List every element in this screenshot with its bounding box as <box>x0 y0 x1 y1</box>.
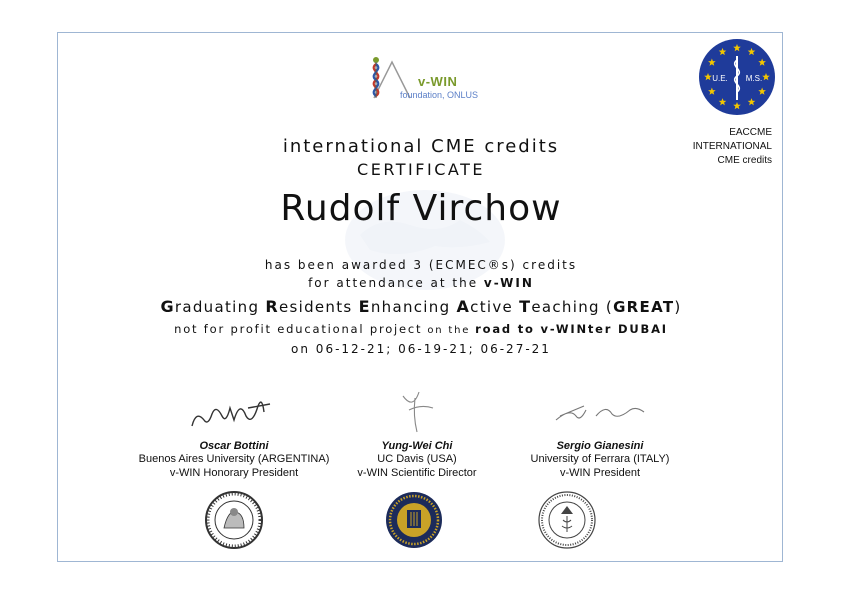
program-word: raduating <box>174 298 266 316</box>
program-acronym: GREAT <box>613 298 675 316</box>
seal-text-left: U.E. <box>712 74 728 83</box>
program-initial: A <box>456 297 471 316</box>
signatory-block <box>134 386 334 480</box>
program-word: eaching <box>531 298 606 316</box>
program-initial: T <box>519 297 532 316</box>
attendance-program: v-WIN <box>483 276 534 290</box>
recipient-name: Rudolf Virchow <box>280 188 562 229</box>
program-title <box>0 297 842 316</box>
signature-image <box>174 386 294 434</box>
signature-image <box>357 386 477 434</box>
project-prefix: not for profit educational project <box>174 322 423 336</box>
signatory-role: v-WIN Honorary President <box>169 467 299 479</box>
program-word: ctive <box>470 298 520 316</box>
uc-davis-seal-icon <box>384 490 444 550</box>
attendance-prefix: for attendance at the <box>308 276 484 290</box>
program-word: nhancing <box>370 298 457 316</box>
dates-line: on 06-12-21; 06-19-21; 06-27-21 <box>291 342 551 356</box>
signatory-role: v-WIN Scientific Director <box>357 467 477 479</box>
signatory-affiliation: University of Ferrara (ITALY) <box>530 453 670 465</box>
award-line: has been awarded 3 (ECMEC®s) credits <box>264 258 578 272</box>
eaccme-line: INTERNATIONAL <box>692 141 772 152</box>
acronym-open: ( <box>605 298 614 316</box>
signatory-name: Oscar Bottini <box>199 440 269 452</box>
project-mid: on the <box>422 325 476 336</box>
signature-image <box>540 386 660 434</box>
buenos-aires-university-seal-icon <box>204 490 264 550</box>
certificate-subheading: CERTIFICATE <box>357 160 485 179</box>
signatory-affiliation: Buenos Aires University (ARGENTINA) <box>138 453 330 465</box>
signatory-block <box>500 386 700 480</box>
logo-wordmark: v-WIN <box>418 74 458 89</box>
ferrara-university-seal-icon <box>537 490 597 550</box>
certificate-heading: international CME credits <box>282 136 560 157</box>
project-line <box>0 322 842 336</box>
program-word: esidents <box>278 298 359 316</box>
program-initial: E <box>358 297 371 316</box>
project-event: road to v-WINter DUBAI <box>475 322 668 336</box>
signatory-role: v-WIN President <box>559 467 641 479</box>
program-initial: R <box>265 297 279 316</box>
logo-subtitle: foundation, ONLUS <box>400 90 479 100</box>
eaccme-line: EACCME <box>729 127 772 138</box>
attendance-line <box>0 276 842 290</box>
program-initial: G <box>160 297 175 316</box>
signatory-block <box>317 386 517 480</box>
seal-text-right: M.S. <box>745 74 763 83</box>
vwin-foundation-logo <box>362 52 482 102</box>
signatory-name: Sergio Gianesini <box>556 440 644 452</box>
eaccme-line: CME credits <box>717 155 772 166</box>
signatory-affiliation: UC Davis (USA) <box>377 453 457 465</box>
signatory-name: Yung-Wei Chi <box>381 440 453 452</box>
uems-seal-icon <box>698 38 776 116</box>
acronym-close: ) <box>674 298 682 316</box>
